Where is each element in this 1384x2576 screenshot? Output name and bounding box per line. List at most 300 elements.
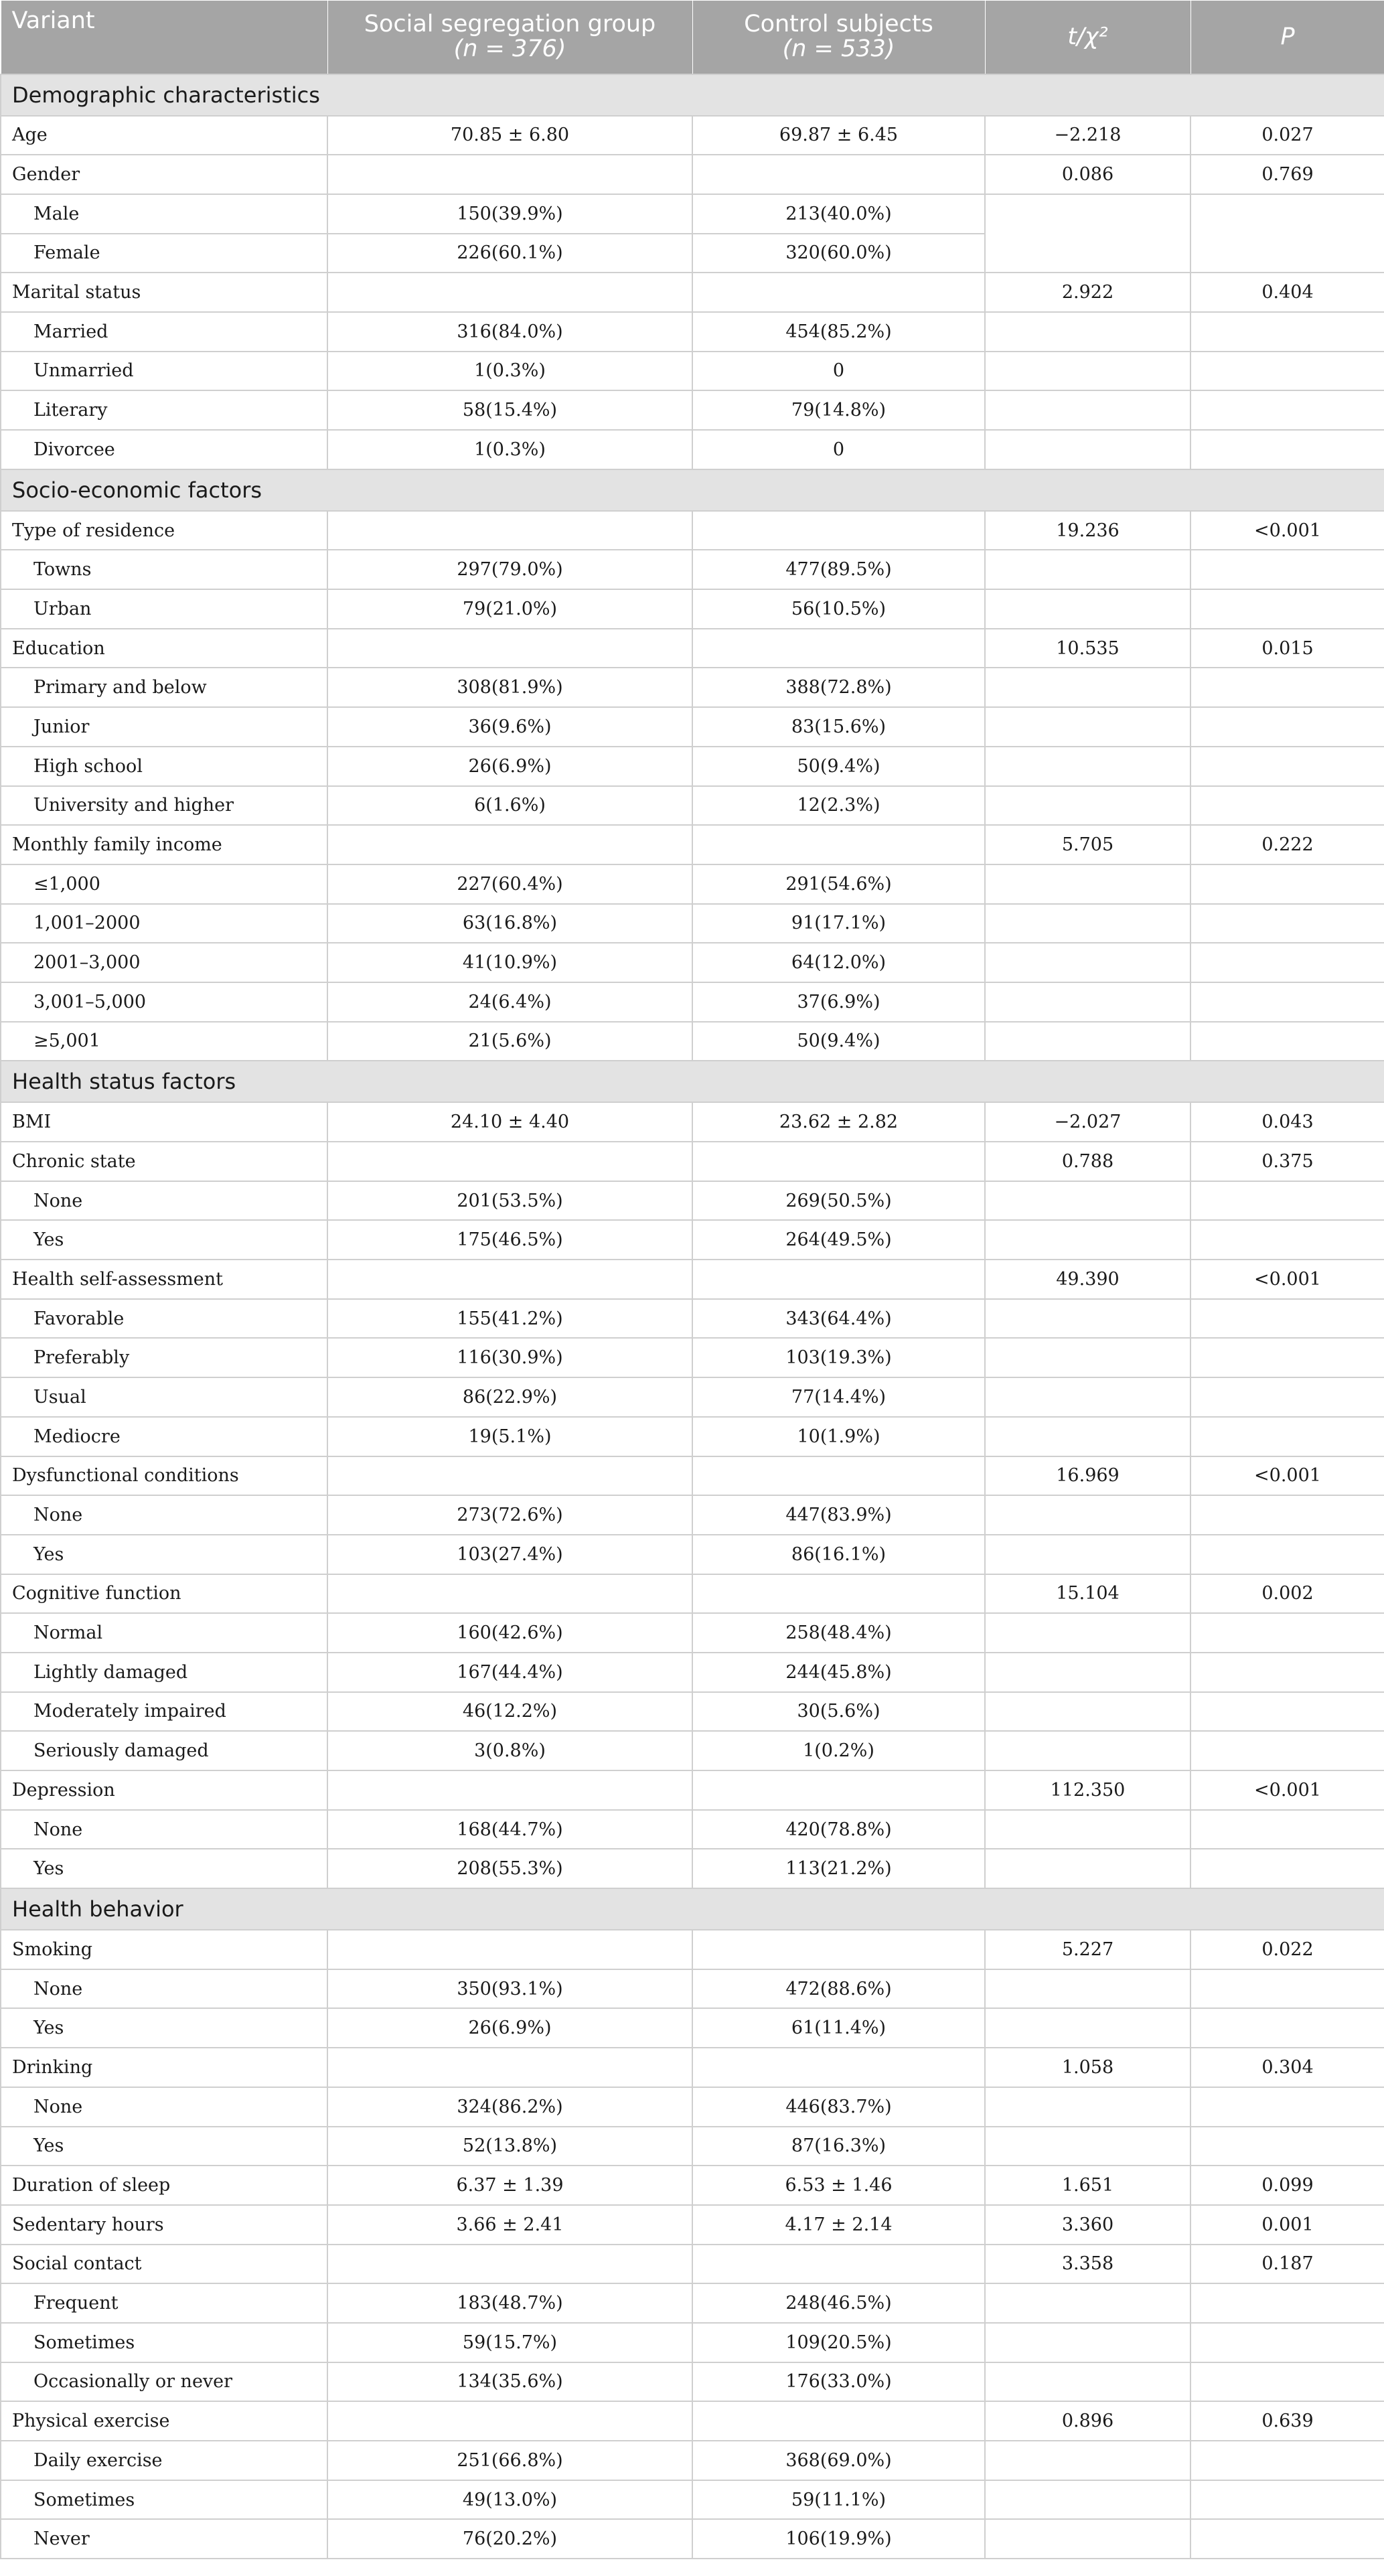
table-row bbox=[1, 2127, 1384, 2166]
group1-value: 251(66.8%) bbox=[327, 2441, 692, 2480]
table-row bbox=[1, 1181, 1384, 1221]
table-row bbox=[1, 1810, 1384, 1849]
p-value bbox=[1190, 2362, 1384, 2402]
table-row bbox=[1, 747, 1384, 786]
p-value bbox=[1190, 2008, 1384, 2048]
table-row bbox=[1, 982, 1384, 1022]
p-value: 0.187 bbox=[1190, 2245, 1384, 2284]
table-row bbox=[1, 1731, 1384, 1770]
group1-value: 297(79.0%) bbox=[327, 550, 692, 589]
group2-value: 264(49.5%) bbox=[692, 1220, 985, 1260]
group2-value bbox=[692, 1770, 985, 1810]
group1-value bbox=[327, 2245, 692, 2284]
group1-value: 19(5.1%) bbox=[327, 1417, 692, 1456]
header-group2-name: Control subjects bbox=[744, 11, 933, 38]
stat-value bbox=[985, 1299, 1190, 1339]
table-row bbox=[1, 786, 1384, 826]
stat-value: 3.358 bbox=[985, 2245, 1190, 2284]
group2-value: 0 bbox=[692, 352, 985, 391]
group2-value: 477(89.5%) bbox=[692, 550, 985, 589]
group2-value: 50(9.4%) bbox=[692, 747, 985, 786]
group1-value: 350(93.1%) bbox=[327, 1969, 692, 2009]
p-value: 0.043 bbox=[1190, 1102, 1384, 1142]
group1-value: 24.10 ± 4.40 bbox=[327, 1102, 692, 1142]
group1-value: 227(60.4%) bbox=[327, 864, 692, 904]
group2-value bbox=[692, 1456, 985, 1496]
p-value bbox=[1190, 312, 1384, 352]
p-value: 0.404 bbox=[1190, 273, 1384, 312]
group1-value: 59(15.7%) bbox=[327, 2323, 692, 2362]
row-label: Junior bbox=[1, 707, 327, 747]
group2-value: 269(50.5%) bbox=[692, 1181, 985, 1221]
group1-value: 41(10.9%) bbox=[327, 943, 692, 982]
table-row bbox=[1, 1930, 1384, 1969]
group2-value bbox=[692, 273, 985, 312]
table-row bbox=[1, 2245, 1384, 2284]
group2-value: 420(78.8%) bbox=[692, 1810, 985, 1849]
row-label: Literary bbox=[1, 390, 327, 430]
stat-value bbox=[985, 2441, 1190, 2480]
table-row bbox=[1, 550, 1384, 589]
group2-value: 12(2.3%) bbox=[692, 786, 985, 826]
table-row bbox=[1, 2401, 1384, 2441]
table-row bbox=[1, 1377, 1384, 1417]
table-row bbox=[1, 1338, 1384, 1377]
row-label: None bbox=[1, 1495, 327, 1535]
row-label: Chronic state bbox=[1, 1142, 327, 1181]
stat-value bbox=[985, 1495, 1190, 1535]
p-value bbox=[1190, 1969, 1384, 2009]
header-group2 bbox=[692, 1, 985, 74]
p-value bbox=[1190, 1338, 1384, 1377]
p-value: 0.022 bbox=[1190, 1930, 1384, 1969]
section-title: Health behavior bbox=[1, 1888, 1384, 1930]
header-p-label: P bbox=[1280, 23, 1295, 50]
row-label: Favorable bbox=[1, 1299, 327, 1339]
stat-value bbox=[985, 2323, 1190, 2362]
group1-value: 63(16.8%) bbox=[327, 904, 692, 943]
group2-value: 83(15.6%) bbox=[692, 707, 985, 747]
p-value bbox=[1190, 1613, 1384, 1653]
stat-value: 19.236 bbox=[985, 511, 1190, 550]
header-stat-label: t/χ² bbox=[1067, 23, 1108, 50]
row-label: BMI bbox=[1, 1102, 327, 1142]
table-row bbox=[1, 2441, 1384, 2480]
stat-value bbox=[985, 2362, 1190, 2402]
stat-value: 3.360 bbox=[985, 2205, 1190, 2245]
group1-value: 134(35.6%) bbox=[327, 2362, 692, 2402]
row-label: 1,001–2000 bbox=[1, 904, 327, 943]
group2-value: 59(11.1%) bbox=[692, 2480, 985, 2520]
stat-value bbox=[985, 1969, 1190, 2009]
stat-value bbox=[985, 550, 1190, 589]
table-row bbox=[1, 904, 1384, 943]
row-label: Physical exercise bbox=[1, 2401, 327, 2441]
row-label: Dysfunctional conditions bbox=[1, 1456, 327, 1496]
group2-value bbox=[692, 1574, 985, 1614]
group1-value bbox=[327, 155, 692, 194]
stat-value bbox=[985, 1417, 1190, 1456]
p-value bbox=[1190, 1535, 1384, 1574]
stat-value bbox=[985, 864, 1190, 904]
p-value: 0.099 bbox=[1190, 2166, 1384, 2205]
group1-value: 3(0.8%) bbox=[327, 1731, 692, 1770]
group1-value: 70.85 ± 6.80 bbox=[327, 116, 692, 155]
group2-value bbox=[692, 2048, 985, 2087]
p-value bbox=[1190, 589, 1384, 629]
row-label: Yes bbox=[1, 2127, 327, 2166]
table-row bbox=[1, 352, 1384, 391]
stat-value: 5.705 bbox=[985, 825, 1190, 864]
group1-value: 3.66 ± 2.41 bbox=[327, 2205, 692, 2245]
stat-value bbox=[985, 786, 1190, 826]
group1-value: 21(5.6%) bbox=[327, 1022, 692, 1061]
header-group1-n: (n = 376) bbox=[453, 35, 566, 63]
p-value bbox=[1190, 943, 1384, 982]
row-label: Primary and below bbox=[1, 668, 327, 707]
p-value bbox=[1190, 2127, 1384, 2166]
table-row bbox=[1, 511, 1384, 550]
table-row bbox=[1, 629, 1384, 668]
group1-value bbox=[327, 2048, 692, 2087]
p-value bbox=[1190, 1849, 1384, 1888]
row-label: Gender bbox=[1, 155, 327, 194]
stat-value bbox=[985, 747, 1190, 786]
group1-value: 226(60.1%) bbox=[327, 234, 692, 273]
stat-value bbox=[985, 430, 1190, 469]
p-value: 0.375 bbox=[1190, 1142, 1384, 1181]
group1-value: 86(22.9%) bbox=[327, 1377, 692, 1417]
row-label: Drinking bbox=[1, 2048, 327, 2087]
group2-value: 109(20.5%) bbox=[692, 2323, 985, 2362]
table-row bbox=[1, 668, 1384, 707]
group1-value: 26(6.9%) bbox=[327, 2008, 692, 2048]
stat-value bbox=[985, 352, 1190, 391]
p-value bbox=[1190, 2323, 1384, 2362]
stat-value bbox=[985, 904, 1190, 943]
p-value bbox=[1190, 1220, 1384, 1260]
row-label: Yes bbox=[1, 1535, 327, 1574]
group1-value: 116(30.9%) bbox=[327, 1338, 692, 1377]
group1-value: 273(72.6%) bbox=[327, 1495, 692, 1535]
section-title: Demographic characteristics bbox=[1, 74, 1384, 116]
row-label: Normal bbox=[1, 1613, 327, 1653]
stat-value bbox=[985, 589, 1190, 629]
group2-value bbox=[692, 155, 985, 194]
p-value bbox=[1190, 2283, 1384, 2323]
p-value bbox=[1190, 1495, 1384, 1535]
group1-value: 24(6.4%) bbox=[327, 982, 692, 1022]
p-value: 0.222 bbox=[1190, 825, 1384, 864]
stat-value: −2.218 bbox=[985, 116, 1190, 155]
p-value bbox=[1190, 194, 1384, 273]
group2-value: 1(0.2%) bbox=[692, 1731, 985, 1770]
p-value bbox=[1190, 786, 1384, 826]
stat-value bbox=[985, 312, 1190, 352]
table-row bbox=[1, 1417, 1384, 1456]
stat-value bbox=[985, 390, 1190, 430]
table-row bbox=[1, 2283, 1384, 2323]
table-row bbox=[1, 273, 1384, 312]
p-value bbox=[1190, 1417, 1384, 1456]
section-title: Health status factors bbox=[1, 1061, 1384, 1102]
stat-value: 1.651 bbox=[985, 2166, 1190, 2205]
row-label: Yes bbox=[1, 1220, 327, 1260]
group1-value: 324(86.2%) bbox=[327, 2087, 692, 2127]
row-label: Frequent bbox=[1, 2283, 327, 2323]
stat-value bbox=[985, 943, 1190, 982]
table-row bbox=[1, 1142, 1384, 1181]
group2-value: 50(9.4%) bbox=[692, 1022, 985, 1061]
group1-value: 103(27.4%) bbox=[327, 1535, 692, 1574]
p-value bbox=[1190, 1022, 1384, 1061]
group1-value bbox=[327, 825, 692, 864]
group2-value: 79(14.8%) bbox=[692, 390, 985, 430]
group2-value: 388(72.8%) bbox=[692, 668, 985, 707]
header-variant: Variant bbox=[1, 1, 327, 74]
group2-value: 23.62 ± 2.82 bbox=[692, 1102, 985, 1142]
group2-value: 30(5.6%) bbox=[692, 1692, 985, 1732]
p-value: <0.001 bbox=[1190, 1456, 1384, 1496]
p-value bbox=[1190, 1181, 1384, 1221]
group1-value bbox=[327, 1142, 692, 1181]
row-label: High school bbox=[1, 747, 327, 786]
section-header-row bbox=[1, 1061, 1384, 1102]
p-value bbox=[1190, 352, 1384, 391]
p-value bbox=[1190, 668, 1384, 707]
stat-value bbox=[985, 2087, 1190, 2127]
table-header bbox=[1, 1, 1384, 74]
group2-value: 113(21.2%) bbox=[692, 1849, 985, 1888]
group1-value bbox=[327, 629, 692, 668]
group2-value: 213(40.0%) bbox=[692, 194, 985, 234]
group1-value bbox=[327, 1930, 692, 1969]
table-row bbox=[1, 1535, 1384, 1574]
row-label: Sometimes bbox=[1, 2480, 327, 2520]
group2-value: 87(16.3%) bbox=[692, 2127, 985, 2166]
group1-value: 167(44.4%) bbox=[327, 1653, 692, 1692]
stat-value bbox=[985, 2480, 1190, 2520]
table-row bbox=[1, 1692, 1384, 1732]
table-row bbox=[1, 312, 1384, 352]
table-body bbox=[1, 74, 1384, 2559]
stat-value bbox=[985, 1377, 1190, 1417]
table-row bbox=[1, 589, 1384, 629]
group2-value: 86(16.1%) bbox=[692, 1535, 985, 1574]
p-value: 0.027 bbox=[1190, 116, 1384, 155]
group1-value bbox=[327, 1456, 692, 1496]
row-label: None bbox=[1, 1969, 327, 2009]
group2-value bbox=[692, 825, 985, 864]
group1-value: 208(55.3%) bbox=[327, 1849, 692, 1888]
row-label: Smoking bbox=[1, 1930, 327, 1969]
group1-value: 150(39.9%) bbox=[327, 194, 692, 234]
p-value bbox=[1190, 864, 1384, 904]
table-row bbox=[1, 194, 1384, 234]
stat-value bbox=[985, 2127, 1190, 2166]
table-row bbox=[1, 116, 1384, 155]
section-header-row bbox=[1, 469, 1384, 511]
group1-value: 201(53.5%) bbox=[327, 1181, 692, 1221]
stat-value bbox=[985, 1535, 1190, 1574]
stat-value: 1.058 bbox=[985, 2048, 1190, 2087]
group1-value: 36(9.6%) bbox=[327, 707, 692, 747]
row-label: Monthly family income bbox=[1, 825, 327, 864]
group2-value bbox=[692, 1260, 985, 1299]
group1-value: 79(21.0%) bbox=[327, 589, 692, 629]
p-value bbox=[1190, 1653, 1384, 1692]
p-value bbox=[1190, 1692, 1384, 1732]
stat-value: 112.350 bbox=[985, 1770, 1190, 1810]
header-group1 bbox=[327, 1, 692, 74]
row-label: Yes bbox=[1, 2008, 327, 2048]
stat-value: 16.969 bbox=[985, 1456, 1190, 1496]
p-value bbox=[1190, 2519, 1384, 2559]
row-label: Occasionally or never bbox=[1, 2362, 327, 2402]
group2-value: 368(69.0%) bbox=[692, 2441, 985, 2480]
group2-value: 91(17.1%) bbox=[692, 904, 985, 943]
group2-value: 4.17 ± 2.14 bbox=[692, 2205, 985, 2245]
group2-value: 106(19.9%) bbox=[692, 2519, 985, 2559]
group1-value bbox=[327, 273, 692, 312]
stat-value bbox=[985, 194, 1190, 273]
group1-value: 155(41.2%) bbox=[327, 1299, 692, 1339]
p-value bbox=[1190, 904, 1384, 943]
row-label: Towns bbox=[1, 550, 327, 589]
group2-value bbox=[692, 2245, 985, 2284]
p-value bbox=[1190, 2087, 1384, 2127]
row-label: Yes bbox=[1, 1849, 327, 1888]
table-row bbox=[1, 2087, 1384, 2127]
table-row bbox=[1, 864, 1384, 904]
row-label: Female bbox=[1, 234, 327, 273]
group2-value: 6.53 ± 1.46 bbox=[692, 2166, 985, 2205]
section-header-row bbox=[1, 1888, 1384, 1930]
table-row bbox=[1, 2519, 1384, 2559]
p-value bbox=[1190, 707, 1384, 747]
group1-value: 26(6.9%) bbox=[327, 747, 692, 786]
group1-value: 183(48.7%) bbox=[327, 2283, 692, 2323]
table-row bbox=[1, 155, 1384, 194]
row-label: None bbox=[1, 1810, 327, 1849]
row-label: Moderately impaired bbox=[1, 1692, 327, 1732]
group2-value: 454(85.2%) bbox=[692, 312, 985, 352]
stat-value: 10.535 bbox=[985, 629, 1190, 668]
stat-value bbox=[985, 2519, 1190, 2559]
group1-value: 52(13.8%) bbox=[327, 2127, 692, 2166]
group2-value: 446(83.7%) bbox=[692, 2087, 985, 2127]
group2-value: 10(1.9%) bbox=[692, 1417, 985, 1456]
stat-value bbox=[985, 2283, 1190, 2323]
p-value bbox=[1190, 1731, 1384, 1770]
row-label: Type of residence bbox=[1, 511, 327, 550]
row-label: None bbox=[1, 1181, 327, 1221]
p-value: 0.304 bbox=[1190, 2048, 1384, 2087]
row-label: Social contact bbox=[1, 2245, 327, 2284]
group1-value: 6.37 ± 1.39 bbox=[327, 2166, 692, 2205]
group2-value: 176(33.0%) bbox=[692, 2362, 985, 2402]
table-row bbox=[1, 1022, 1384, 1061]
p-value: 0.639 bbox=[1190, 2401, 1384, 2441]
table-row bbox=[1, 825, 1384, 864]
group1-value bbox=[327, 2401, 692, 2441]
row-label: Urban bbox=[1, 589, 327, 629]
stat-value bbox=[985, 1692, 1190, 1732]
row-label: Divorcee bbox=[1, 430, 327, 469]
group2-value bbox=[692, 1142, 985, 1181]
stat-value bbox=[985, 1022, 1190, 1061]
p-value bbox=[1190, 2441, 1384, 2480]
row-label: Preferably bbox=[1, 1338, 327, 1377]
row-label: Married bbox=[1, 312, 327, 352]
row-label: Education bbox=[1, 629, 327, 668]
row-label: Sedentary hours bbox=[1, 2205, 327, 2245]
row-label: Duration of sleep bbox=[1, 2166, 327, 2205]
stat-value bbox=[985, 1849, 1190, 1888]
group1-value bbox=[327, 1260, 692, 1299]
p-value bbox=[1190, 747, 1384, 786]
group2-value bbox=[692, 629, 985, 668]
table-row bbox=[1, 2048, 1384, 2087]
p-value bbox=[1190, 1810, 1384, 1849]
p-value: 0.002 bbox=[1190, 1574, 1384, 1614]
group2-value: 248(46.5%) bbox=[692, 2283, 985, 2323]
group2-value: 0 bbox=[692, 430, 985, 469]
stat-value bbox=[985, 1220, 1190, 1260]
group1-value: 168(44.7%) bbox=[327, 1810, 692, 1849]
row-label: University and higher bbox=[1, 786, 327, 826]
header-group2-n: (n = 533) bbox=[782, 35, 895, 63]
header-stat bbox=[985, 1, 1190, 74]
p-value: 0.001 bbox=[1190, 2205, 1384, 2245]
row-label: Lightly damaged bbox=[1, 1653, 327, 1692]
group1-value: 6(1.6%) bbox=[327, 786, 692, 826]
stat-value bbox=[985, 707, 1190, 747]
group1-value bbox=[327, 511, 692, 550]
stat-value bbox=[985, 1338, 1190, 1377]
group1-value: 1(0.3%) bbox=[327, 430, 692, 469]
row-label: Mediocre bbox=[1, 1417, 327, 1456]
p-value: 0.015 bbox=[1190, 629, 1384, 668]
stat-value: 2.922 bbox=[985, 273, 1190, 312]
table-row bbox=[1, 2362, 1384, 2402]
header-p bbox=[1190, 1, 1384, 74]
stat-value: 0.896 bbox=[985, 2401, 1190, 2441]
header-row bbox=[1, 1, 1384, 74]
row-label: Sometimes bbox=[1, 2323, 327, 2362]
stat-value bbox=[985, 1181, 1190, 1221]
row-label: Health self-assessment bbox=[1, 1260, 327, 1299]
group2-value bbox=[692, 1930, 985, 1969]
table-row bbox=[1, 2480, 1384, 2520]
group2-value: 291(54.6%) bbox=[692, 864, 985, 904]
table-row bbox=[1, 2205, 1384, 2245]
table-row bbox=[1, 1260, 1384, 1299]
group2-value bbox=[692, 511, 985, 550]
group2-value: 244(45.8%) bbox=[692, 1653, 985, 1692]
row-label: Depression bbox=[1, 1770, 327, 1810]
row-label: Age bbox=[1, 116, 327, 155]
row-label: Male bbox=[1, 194, 327, 234]
table-row bbox=[1, 2008, 1384, 2048]
p-value: <0.001 bbox=[1190, 511, 1384, 550]
p-value bbox=[1190, 390, 1384, 430]
table-row bbox=[1, 1574, 1384, 1614]
group1-value bbox=[327, 1574, 692, 1614]
row-label: ≥5,001 bbox=[1, 1022, 327, 1061]
row-label: ≤1,000 bbox=[1, 864, 327, 904]
p-value: 0.769 bbox=[1190, 155, 1384, 194]
